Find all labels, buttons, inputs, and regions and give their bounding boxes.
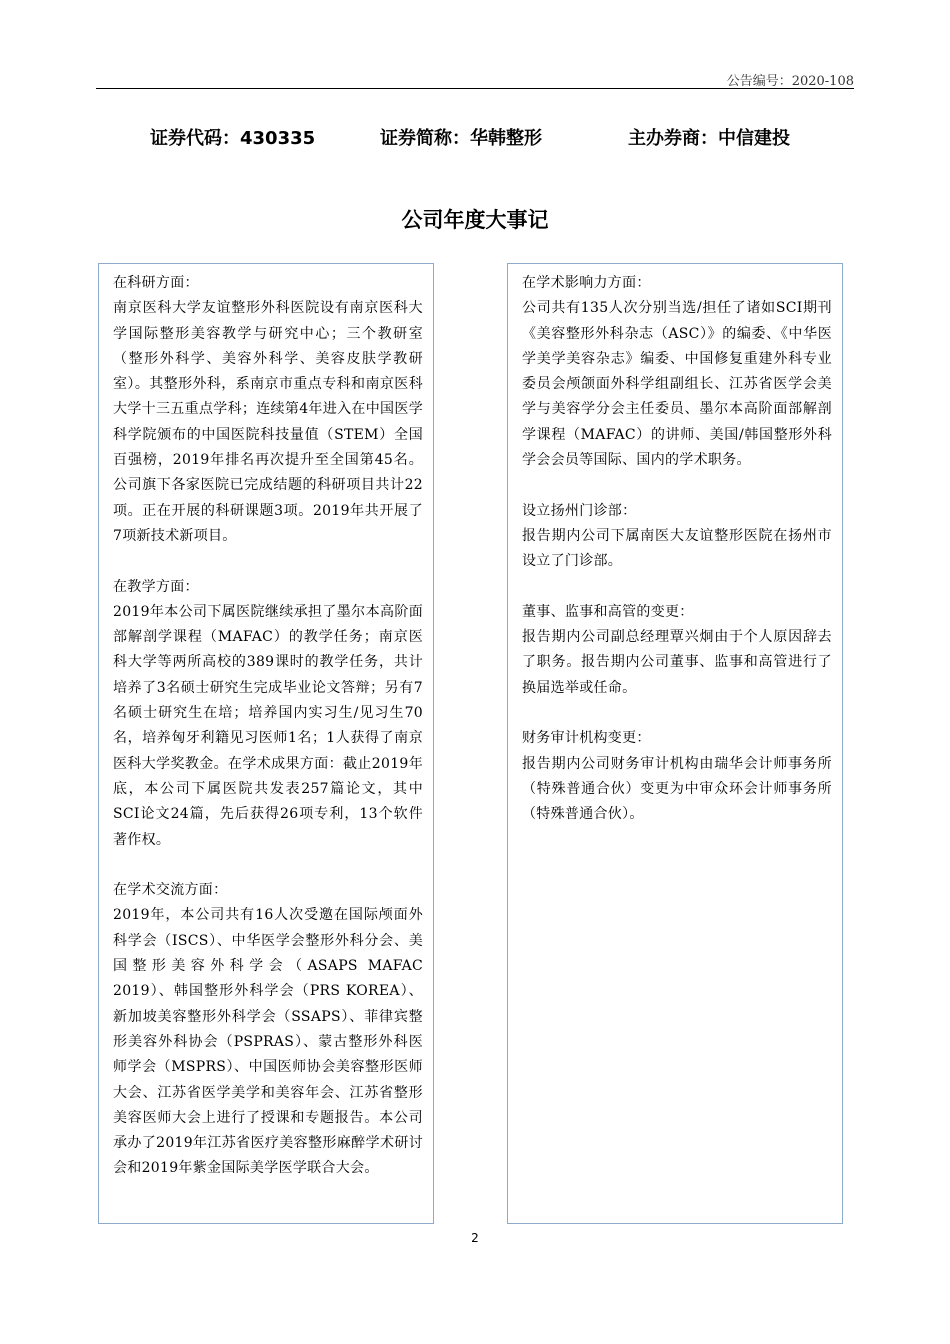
influence-heading: 在学术影响力方面： (522, 275, 651, 291)
spacer (522, 701, 832, 726)
auditor-change-body: 报告期内公司财务审计机构由瑞华会计师事务所（特殊普通合伙）变更为中审众环会计师事务所（特殊普通合伙）。 (522, 755, 832, 823)
spacer (113, 853, 423, 878)
exchange-body: 2019年，本公司共有16人次受邀在国际颅面外科学会（ISCS）、中华医学会整形外科分会、美国整形美容外科学会（ASAPS MAFAC 2019）、韩国整形外科学会（PRS KOREA）、新加坡美容整形外科学会（SSAPS）、菲律宾整形美容外科协会（PSPRAS）、蒙古整形外科医师学会（MSPRS）、中国医师协会美容整形医师大会、江苏省医学美学和美容年会、江苏省整形美容医师大会上进行了授课和专题报告。本公司承办了2019年江苏省医疗美容整形麻醉学术研讨会和2019年紫金国际美学医学联合大会。 (113, 907, 423, 1177)
spacer (113, 549, 423, 574)
teaching-body: 2019年本公司下属医院继续承担了墨尔本高阶面部解剖学课程（MAFAC）的教学任务；南京医科大学等两所高校的389课时的教学任务，共计培养了3名硕士研究生完成毕业论文答辩；另有7名硕士研究生在培；培养国内实习生/见习生70名，培养匈牙利籍见习医师1名；1人获得了南京医科大学奖教金。在学术成果方面：截止2019年底，本公司下属医院共发表257篇论文，其中SCI论文24篇，先后获得26项专利，13个软件著作权。 (113, 603, 423, 848)
yangzhou-body: 报告期内公司下属南医大友谊整形医院在扬州市设立了门诊部。 (522, 527, 832, 570)
yangzhou-heading: 设立扬州门诊部： (522, 502, 637, 519)
research-heading: 在科研方面： (113, 275, 199, 291)
management-change-body: 报告期内公司副总经理覃兴炯由于个人原因辞去了职务。报告期内公司董事、监事和高管进行了换届选举或任命。 (522, 629, 832, 696)
left-column-box (98, 263, 434, 1224)
spacer (522, 575, 832, 600)
header-divider (96, 88, 854, 89)
research-body: 南京医科大学友谊整形外科医院设有南京医科大学国际整形美容教学与研究中心；三个教研室（整形外科学、美容外科学、美容皮肤学教研室）。其整形外科，系南京市重点专科和南京医科大学十三五重点学科；连续第4年进入在中国医学科学院颁布的中国医院科技量值（STEM）全国百强榜，2019年排名再次提升至全国第45名。公司旗下各家医院已完成结题的科研项目共计22项。正在开展的科研课题3项。2019年共开展了7项新技术新项目。 (113, 300, 423, 544)
influence-body: 公司共有135人次分别当选/担任了诸如SCI期刊《美容整形外科杂志（ASC）》的编委、《中华医学美学美容杂志》编委、中国修复重建外科专业委员会颅颌面外科学组副组长、江苏省医学会美学与美容学分会主任委员、墨尔本高阶面部解剖学课程（MAFAC）的讲师、美国/韩国整形外科学会会员等国际、国内的学术职务。 (522, 300, 832, 469)
announcement-number: 公告编号：2020-108 (726, 74, 854, 89)
page-title: 公司年度大事记 (401, 208, 549, 232)
right-column-box (507, 263, 843, 1224)
auditor-change-heading: 财务审计机构变更： (522, 730, 651, 747)
exchange-heading: 在学术交流方面： (113, 882, 228, 899)
spacer (522, 473, 832, 498)
teaching-heading: 在教学方面： (113, 578, 199, 595)
page-number: 2 (471, 1231, 479, 1245)
sponsor-broker: 主办券商：中信建投 (628, 128, 790, 149)
securities-short-name: 证券简称：华韩整形 (380, 128, 542, 149)
securities-code: 证券代码：430335 (150, 128, 316, 149)
management-change-heading: 董事、监事和高管的变更： (522, 603, 694, 620)
